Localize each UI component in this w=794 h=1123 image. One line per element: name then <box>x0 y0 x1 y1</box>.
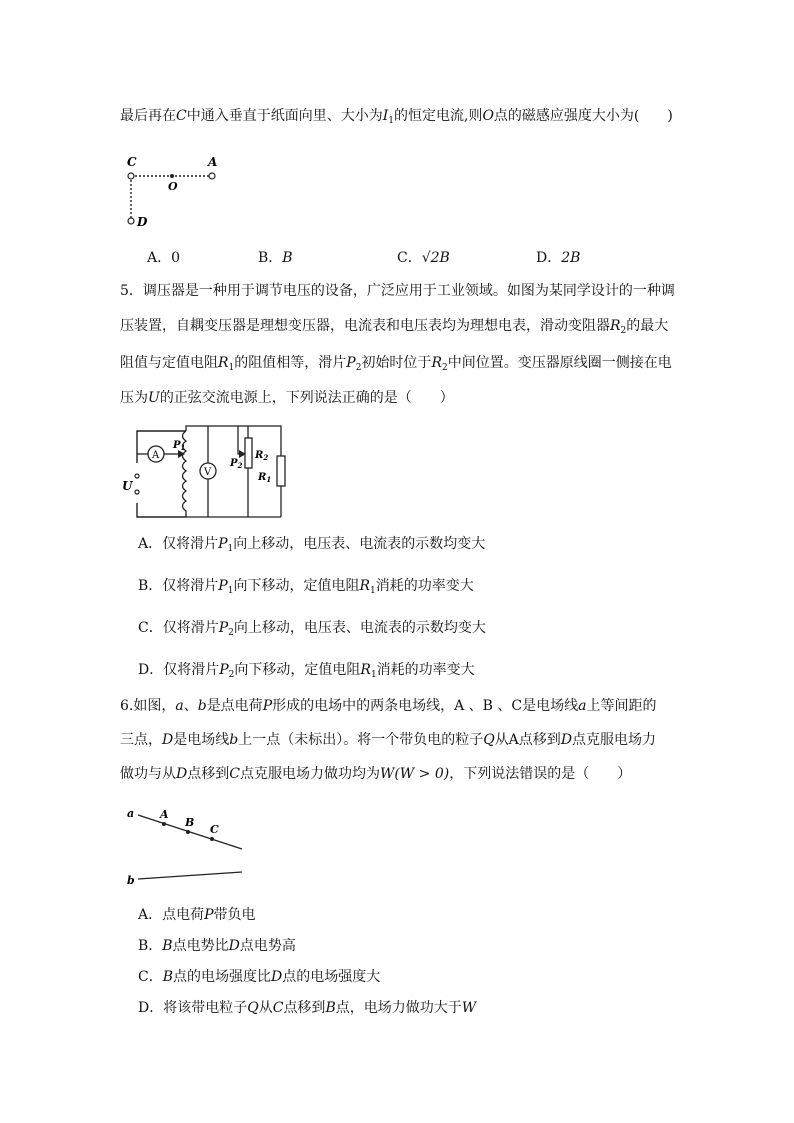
q5-var-p: P <box>346 355 356 371</box>
q4-stem <box>120 107 673 130</box>
q4-figure <box>118 150 228 230</box>
q5-sub: 1 <box>227 586 234 596</box>
option-key: B． <box>258 250 283 266</box>
q6-text: 点移到 <box>187 766 230 782</box>
q5-var-p: P <box>219 662 229 678</box>
q6-line-2 <box>120 731 656 749</box>
q6-text: 是点电荷 <box>206 698 263 714</box>
q5-option-b <box>138 577 474 600</box>
q6-text: ，下列说法错误的是（ ） <box>449 766 632 782</box>
q6-var-d: D <box>176 766 188 782</box>
q5-wire <box>137 503 186 517</box>
q4-var-i: I <box>382 108 389 124</box>
q6-point-b <box>186 830 190 834</box>
q5-var-u: U <box>148 390 160 406</box>
q5-var-r: R <box>431 355 442 371</box>
q5-text: 阻值与定值电阻 <box>120 355 218 371</box>
q6-text: 6.如图， <box>120 698 176 714</box>
q4-label-o: O <box>168 180 178 193</box>
q5-text: 压装置，自耦变压器是理想变压器，电流表和电压表均为理想电表，滑动变阻器 <box>120 318 610 334</box>
option-text: D．仅将滑片 <box>138 662 220 678</box>
q6-text: 点克服电场力做功均为 <box>239 766 380 782</box>
q6-var-d: D <box>560 732 573 748</box>
q4-point-o <box>170 174 174 178</box>
q6-var-q: Q <box>247 1000 259 1016</box>
q6-var-b: b <box>197 698 207 714</box>
q5-sub: 2 <box>228 628 234 638</box>
q6-condition: (W > 0) <box>394 766 450 782</box>
q4-option-c <box>397 249 450 267</box>
q6-text: 是电场线 <box>173 732 230 748</box>
option-text: 2B <box>561 250 581 266</box>
option-text: C． <box>138 969 163 985</box>
q4-label-c: C <box>127 155 137 169</box>
option-text: C．仅将滑片 <box>138 620 219 636</box>
q5-resistor-r2 <box>245 438 252 468</box>
option-text: 点的电场强度大 <box>282 969 381 985</box>
option-text: 从 <box>258 1000 273 1016</box>
option-text: 向上移动，电压表、电流表的示数均变大 <box>233 536 486 552</box>
q4-text: 点的磁感应强度大小为( ) <box>493 108 673 124</box>
q4-text: 中通入垂直于纸面向里、大小为 <box>186 108 383 124</box>
option-text: 向下移动，定值电阻 <box>234 662 361 678</box>
q5-circuit-figure <box>118 418 298 522</box>
q5-label-r2: $R_2$ <box>255 450 269 462</box>
q5-text: 压为 <box>120 390 148 406</box>
q6-text: 三点， <box>120 732 162 748</box>
q5-ammeter-label: A <box>152 450 160 461</box>
q5-var-p: P <box>218 620 229 636</box>
q5-sub: 2 <box>620 326 627 336</box>
q5-sub: 1 <box>227 544 234 554</box>
q5-terminal <box>135 490 139 494</box>
q5-sub: 1 <box>228 363 235 373</box>
q5-var-r: R <box>610 318 621 334</box>
option-text: 消耗的功率变大 <box>376 662 475 678</box>
q5-voltmeter-label: V <box>204 467 212 478</box>
q6-point-c <box>210 837 214 841</box>
q4-text: 的恒定电流,则 <box>393 108 483 124</box>
q6-label-a-point: A <box>160 808 169 821</box>
q6-var-q: Q <box>483 732 495 748</box>
q6-label-b-point: B <box>185 816 195 829</box>
q5-label-r1: $R_1$ <box>258 472 272 484</box>
q6-var-d: D <box>162 732 174 748</box>
q6-label-b-line: b <box>127 874 135 887</box>
q6-field-line-b <box>138 872 242 879</box>
q5-option-d <box>138 661 475 684</box>
q4-point-a <box>209 173 215 179</box>
q6-line-3 <box>120 765 631 783</box>
q6-var-w: W <box>461 1000 477 1016</box>
q4-sub: 1 <box>388 116 394 126</box>
q6-var-b-point: B <box>162 938 173 954</box>
q5-line-2 <box>120 317 668 340</box>
q6-var-d: D <box>271 969 283 985</box>
q4-point-d <box>128 218 134 224</box>
q6-option-c <box>138 968 380 986</box>
q5-line-4 <box>120 389 454 407</box>
q5-var-r: R <box>218 355 229 371</box>
option-text: 点电势比 <box>172 938 229 954</box>
q6-text: 做功与从 <box>120 766 176 782</box>
q5-sub: 1 <box>370 670 377 680</box>
q5-text: 的阻值相等，滑片 <box>234 355 347 371</box>
q5-line-1: 5．调压器是一种用于调节电压的设备，广泛应用于工业领域。如图为某同学设计的一种调 <box>120 283 675 299</box>
q6-option-b <box>138 937 296 955</box>
q5-text: 的正弦交流电源上，下列说法正确的是（ ） <box>159 390 454 406</box>
option-text: 0 <box>171 250 181 266</box>
q5-sub: 2 <box>355 363 362 373</box>
option-text: 向上移动，电压表、电流表的示数均变大 <box>233 620 486 636</box>
q6-var-a: a <box>175 698 184 714</box>
q6-var-b-point: B <box>325 1000 336 1016</box>
option-text: D．将该带电粒子 <box>138 1000 248 1016</box>
q6-var-d: D <box>228 938 240 954</box>
q6-text: 从A点移到 <box>494 732 561 748</box>
option-text: 消耗的功率变大 <box>375 578 474 594</box>
q5-text: 中间位置。变压器原线圈一侧接在电 <box>447 355 672 371</box>
q5-sub: 2 <box>228 670 235 680</box>
q6-point-a <box>162 822 166 826</box>
q5-label-p2: $P_2$ <box>230 458 243 470</box>
q5-resistor-r1 <box>277 456 285 486</box>
q6-text: 形成的电场中的两条电场线，A 、B 、C是电场线 <box>272 698 579 714</box>
q6-text: 上一点（未标出）。将一个带负电的粒子 <box>238 732 484 748</box>
q6-text: 上等间距的 <box>586 698 657 714</box>
q5-sub: 2 <box>441 363 448 373</box>
q5-label-u: U <box>122 479 133 493</box>
q6-var-p: P <box>204 907 214 923</box>
q6-label-c-point: C <box>210 823 219 836</box>
q5-var-p: P <box>218 536 228 552</box>
q4-label-d: D <box>137 215 148 229</box>
q5-var-r: R <box>359 578 370 594</box>
q6-line-1 <box>120 697 656 715</box>
q6-var-c: C <box>272 1000 284 1016</box>
option-text: B <box>282 250 293 266</box>
q5-option-c <box>138 619 486 642</box>
option-text: B． <box>138 938 163 954</box>
option-text: 点的电场强度比 <box>173 969 272 985</box>
q5-sub: 1 <box>370 586 376 596</box>
q4-var-c: C <box>176 108 187 124</box>
q5-text: 的最大 <box>626 318 669 334</box>
q6-option-a <box>138 906 256 924</box>
option-text: A．点电荷 <box>138 907 205 923</box>
q4-option-b <box>258 249 293 267</box>
option-key: D． <box>536 250 562 266</box>
q5-var-r: R <box>360 662 371 678</box>
option-key: A． <box>147 250 172 266</box>
q4-var-o: O <box>482 108 494 124</box>
q5-label-p1: $P_1$ <box>173 440 186 452</box>
q6-field-lines-figure <box>118 800 248 892</box>
q6-label-a-line: a <box>127 807 135 820</box>
q4-option-d <box>536 249 580 267</box>
q6-var-c: C <box>229 766 240 782</box>
q5-wire <box>186 426 245 454</box>
option-text: 点，电场力做功大于 <box>335 1000 462 1016</box>
q6-var-b-point: B <box>162 969 174 985</box>
option-text: 点电势高 <box>239 938 296 954</box>
q6-option-d <box>138 999 476 1017</box>
q6-var-a: a <box>578 698 587 714</box>
q6-var-p: P <box>262 698 273 714</box>
option-text: 带负电 <box>213 907 256 923</box>
q5-terminal <box>135 474 139 478</box>
option-text: A．仅将滑片 <box>138 536 219 552</box>
option-text: √2B <box>421 250 450 266</box>
option-text: B．仅将滑片 <box>138 578 219 594</box>
q6-var-w: W <box>379 766 395 782</box>
q5-option-a <box>138 535 485 558</box>
q6-var-b: b <box>229 732 239 748</box>
q4-point-c <box>128 173 134 179</box>
q4-text: 最后再在 <box>120 108 176 124</box>
q6-text: 、 <box>183 698 198 714</box>
option-text: 点移到 <box>283 1000 326 1016</box>
q4-option-a <box>147 249 180 267</box>
q5-line-3 <box>120 354 672 377</box>
q5-var-p: P <box>218 578 228 594</box>
q5-text: 初始时位于 <box>361 355 432 371</box>
option-key: C． <box>397 250 422 266</box>
option-text: 向下移动，定值电阻 <box>233 578 360 594</box>
q6-text: 点克服电场力 <box>572 732 657 748</box>
q4-label-a: A <box>208 155 218 169</box>
